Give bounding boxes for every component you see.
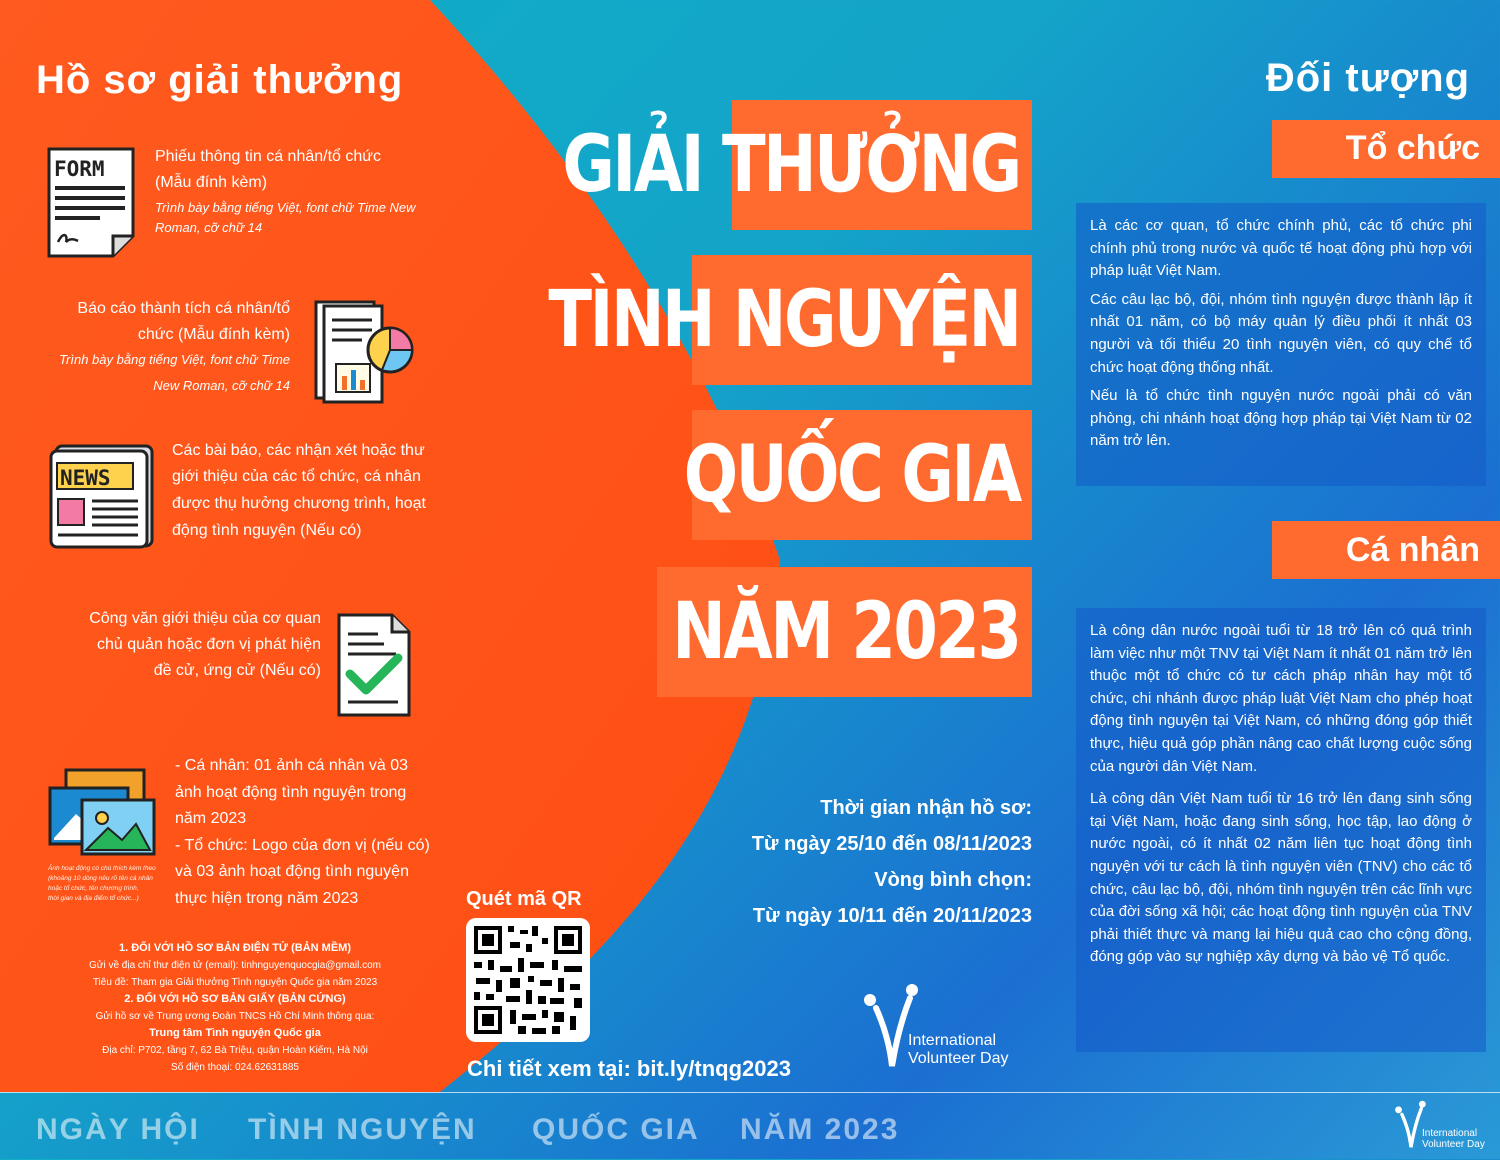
item-1-title-2: (Mẫu đính kèm) <box>155 174 268 191</box>
item-1-note-1: Trình bày bằng tiếng Việt, font chữ Time New <box>155 200 416 215</box>
main-title-line-2: TÌNH NGUYỆN <box>548 275 1020 365</box>
details-link[interactable]: Chi tiết xem tại: bit.ly/tnqg2023 <box>467 1056 791 1081</box>
main-title-line-4: NĂM 2023 <box>672 587 1020 677</box>
item-1-title-1: Phiếu thông tin cá nhân/tổ chức <box>155 148 381 165</box>
main-title-line-1: GIẢI THƯỞNG <box>562 120 1020 210</box>
item-5-line-5: và 03 ảnh hoạt động tình nguyện <box>175 863 409 880</box>
submission-contact: 1. ĐỐI VỚI HỒ SƠ BẢN ĐIỆN TỬ (BẢN MỀM) Gửi về địa chỉ thư điện tử (email): tinhnguyenquocgia@gmail.com Tiêu đề: Tham gia Giải thưởng Tình nguyện Quốc gia năm 2023 2. ĐỐI VỚI HỒ SƠ BẢN GIẤY (BẢN CỨNG) Gửi hồ sơ về Trung ương Đoàn TNCS Hồ Chí Minh thông qua: Trung tâm Tình nguyện Quốc gia Địa chỉ: P702, tầng 7, 62 Bà Triệu, quận Hoàn Kiếm, Hà Nội Số điện thoại: 024.62631885 <box>88 942 382 1073</box>
svg-text:NEWS: NEWS <box>60 466 111 490</box>
item-4-line-2: chủ quản hoặc đơn vị phát hiện <box>97 636 321 653</box>
report-chart-icon <box>312 298 418 411</box>
eligibility-heading: Đối tượng <box>1265 56 1470 100</box>
newspaper-icon <box>48 443 156 556</box>
item-3-line-2: giới thiệu của các tổ chức, cá nhân <box>172 468 421 485</box>
receiving-dates: Từ ngày 25/10 đến 08/11/2023 <box>751 833 1032 855</box>
main-title-line-3: QUỐC GIA <box>683 430 1020 520</box>
footer-word-3: QUỐC GIA <box>532 1113 700 1146</box>
ivd-logo-text: International Volunteer Day <box>908 1032 1009 1067</box>
footer-band <box>0 1092 1500 1160</box>
item-5-line-1: - Cá nhân: 01 ảnh cá nhân và 03 <box>175 757 409 774</box>
photos-icon <box>46 766 158 863</box>
org-criteria-box <box>1076 203 1486 486</box>
item-2-note-1: Trình bày bằng tiếng Việt, font chữ Time <box>59 352 290 367</box>
item-4-line-3: đề cử, ứng cử (Nếu có) <box>153 662 321 679</box>
voting-dates: Từ ngày 10/11 đến 20/11/2023 <box>752 905 1032 927</box>
org-criteria-2: Các câu lạc bộ, đội, nhóm tình nguyện được thành lập ít nhất 01 năm, có bộ máy quản lý điều phối ít nhất 03 người và tối thiểu 20 tình nguyện viên, có quy chế tổ chức hoạt động thống nhất. <box>1090 290 1472 376</box>
svg-text:FORM: FORM <box>54 157 105 181</box>
footer-word-4: NĂM 2023 <box>740 1113 900 1146</box>
item-5-line-3: năm 2023 <box>175 810 247 827</box>
checked-document-icon <box>336 612 412 723</box>
form-icon <box>46 146 136 265</box>
item-3-line-4: động tình nguyện (Nếu có) <box>172 522 362 539</box>
item-5-line-2: ảnh hoạt động tình nguyện trong <box>175 784 407 801</box>
item-4-line-1: Công văn giới thiệu của cơ quan <box>89 610 321 627</box>
footer-word-2: TÌNH NGUYỆN <box>248 1113 477 1146</box>
ivd-logo-small-text: International Volunteer Day <box>1422 1128 1485 1150</box>
photo-caption: Ảnh hoạt động có chú thích kèm theo (khoảng 10 dòng nêu rõ tên cá nhân hoặc tổ chức, tên chương trình, thời gian và địa điểm tổ chức...) <box>48 865 156 902</box>
awards-dossier-heading: Hồ sơ giải thưởng <box>36 58 404 102</box>
individual-criteria-1: Là công dân nước ngoài tuổi từ 18 trở lên có quá trình làm việc như một TNV tại Việt Nam ít nhất 01 năm trở lên thuộc một tổ chức có tư cách pháp nhân hay một tổ chức, chi nhánh được pháp luật Việt Nam cho phép hoạt động tình nguyện tại Việt Nam, có những đóng góp thiết thực, hiệu quả góp phần nâng cao chất lượng cuộc sống của người dân Việt Nam. <box>1090 622 1472 775</box>
individual-criteria-box <box>1076 608 1486 1052</box>
org-label: Tổ chức <box>1345 129 1480 167</box>
item-5-line-4: - Tổ chức: Logo của đơn vị (nếu có) <box>175 837 430 854</box>
org-criteria-3: Nếu là tổ chức tình nguyện nước ngoài phải có văn phòng, chi nhánh hoạt động hợp pháp tại Việt Nam từ 02 năm trở lên. <box>1090 387 1472 450</box>
timeline <box>752 790 1032 934</box>
item-2-title-1: Báo cáo thành tích cá nhân/tổ <box>77 300 290 317</box>
footer-word-1: NGÀY HỘI <box>36 1113 200 1146</box>
qr-code[interactable] <box>466 918 590 1042</box>
individual-label: Cá nhân <box>1345 531 1480 569</box>
qr-label: Quét mã QR <box>466 888 582 910</box>
org-criteria-1: Là các cơ quan, tổ chức chính phủ, các tổ chức phi chính phủ trong nước và quốc tế hoạt động phù hợp với pháp luật Việt Nam. <box>1090 217 1472 280</box>
item-2-title-2: chức (Mẫu đính kèm) <box>137 326 290 343</box>
receiving-label: Thời gian nhận hồ sơ: <box>820 797 1032 819</box>
item-5-line-6: thực hiện trong năm 2023 <box>175 890 359 907</box>
item-1-note-2: Roman, cỡ chữ 14 <box>155 220 263 235</box>
voting-label: Vòng bình chọn: <box>874 869 1032 891</box>
item-2-note-2: New Roman, cỡ chữ 14 <box>153 378 290 393</box>
item-3-line-3: được thụ hưởng chương trình, hoạt <box>172 495 426 512</box>
item-3-line-1: Các bài báo, các nhận xét hoặc thư <box>172 442 425 459</box>
individual-criteria-2: Là công dân Việt Nam tuổi từ 16 trở lên đang sinh sống tại Việt Nam, hoặc đang sinh sống, học tập, lao động ở nước ngoài, có ít nhất 02 năm liên tục hoạt động tình nguyện với tư cách là tình nguyện viên (TNV) cho các tổ chức, câu lạc bộ, đội, nhóm tình nguyện trên các lĩnh vực của đời sống xã hội; các hoạt động tình nguyện của TNV phải thiết thực và mang lại hiệu quả cao cho cộng đồng, đóng góp vào sự nghiệp xây dựng và bảo vệ Tổ quốc. <box>1090 790 1472 966</box>
